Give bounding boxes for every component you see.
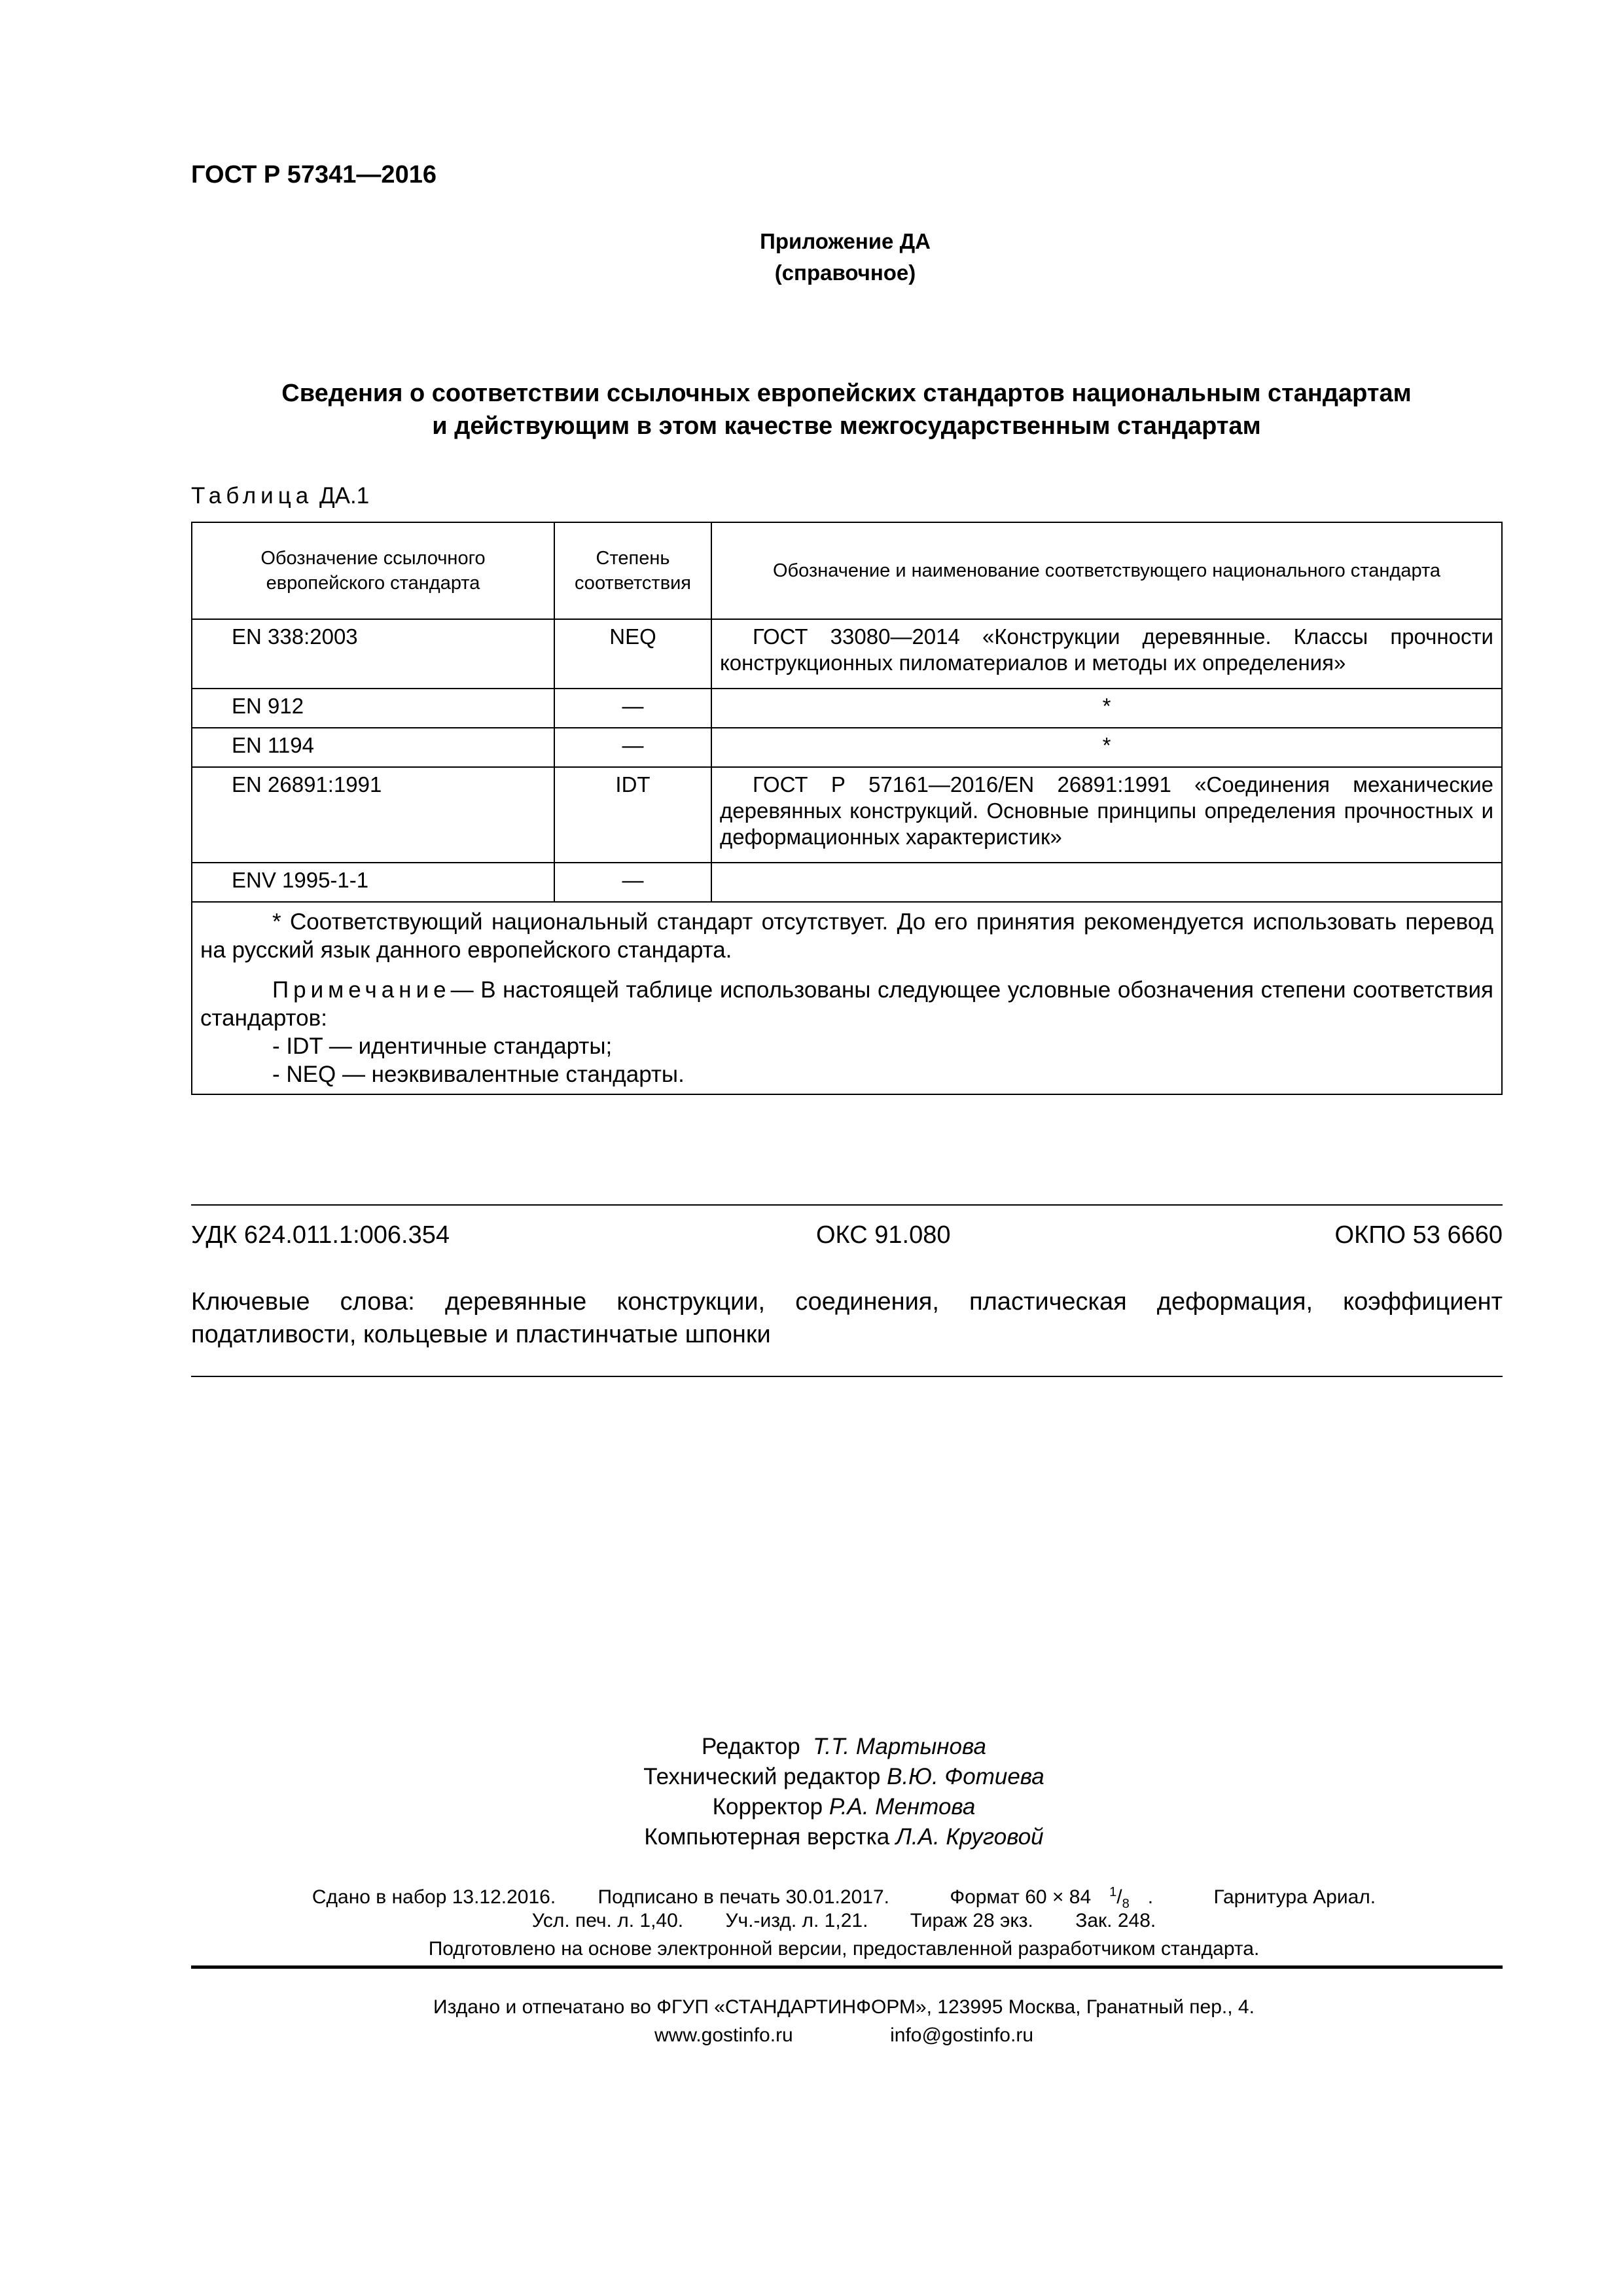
- imprint-print-sheets: Усл. печ. л. 1,40.: [531, 1910, 684, 1931]
- note-text: — В настоящей таблице использованы следующее условные обозначения степени соответствия стандартов:: [200, 977, 1493, 1031]
- imprint-prepared: Подготовлено на основе электронной версии, предоставленной разработчиком стандарта.: [428, 1938, 1260, 1960]
- format-sup: 1: [1109, 1885, 1117, 1899]
- cell-ref: ENV 1995-1-1: [192, 863, 554, 902]
- thick-divider: [191, 1965, 1503, 1969]
- imprint-publisher: Издано и отпечатано во ФГУП «СТАНДАРТИНФОРМ», 123995 Москва, Гранатный пер., 4.: [433, 1996, 1255, 2018]
- note-item: - IDT — идентичные стандарты;: [272, 1033, 613, 1059]
- keywords: Ключевые слова: деревянные конструкции, соединения, пластическая деформация, коэффициент податливости, кольцевые и пластинчатые шпонки: [191, 1288, 1503, 1348]
- cell-national: *: [711, 728, 1502, 767]
- header-ref-standard: Обозначение ссылочного европейского стандарта: [192, 522, 554, 619]
- annex-title: Приложение ДА: [760, 229, 931, 253]
- document-code: ГОСТ Р 57341—2016: [191, 161, 437, 188]
- annex-heading: [191, 377, 1502, 442]
- table-notes: [192, 902, 1502, 1094]
- imprint-submitted: Сдано в набор 13.12.2016.: [312, 1886, 556, 1908]
- table-footnote: * Соответствующий национальный стандарт отсутствует. До его принятия рекомендуется использовать перевод на русский язык данного европейского стандарта.: [200, 909, 1493, 963]
- table-notes-row: [192, 902, 1502, 1094]
- credit-person: Л.А. Круговой: [895, 1824, 1044, 1850]
- table-row: [192, 767, 1502, 863]
- cell-ref: EN 912: [192, 689, 554, 728]
- cell-degree: —: [554, 689, 711, 728]
- credit-role: Корректор: [712, 1794, 823, 1820]
- cell-degree: —: [554, 728, 711, 767]
- imprint-signed: Подписано в печать 30.01.2017.: [597, 1886, 889, 1908]
- credit-role: Компьютерная верстка: [644, 1824, 890, 1850]
- cell-ref: EN 338:2003: [192, 619, 554, 689]
- cell-ref: EN 1194: [192, 728, 554, 767]
- divider: [191, 1204, 1503, 1206]
- email-link[interactable]: info@gostinfo.ru: [890, 2024, 1033, 2046]
- cell-national: *: [711, 689, 1502, 728]
- correspondence-table: [191, 522, 1503, 1095]
- credits: [0, 1732, 1623, 1852]
- table-note: [200, 976, 1493, 1032]
- imprint-line-2: [0, 1907, 1623, 1935]
- imprint-contacts: [0, 2021, 1623, 2049]
- oks-code: ОКС 91.080: [816, 1221, 951, 1249]
- note-label: Примечание: [272, 977, 451, 1003]
- cell-national: [711, 767, 1502, 863]
- cell-degree: NEQ: [554, 619, 711, 689]
- udk-code: УДК 624.011.1:006.354: [191, 1221, 450, 1249]
- table-row: [192, 728, 1502, 767]
- table-row: [192, 863, 1502, 902]
- cell-national-text: ГОСТ Р 57161—2016/EN 26891:1991 «Соединения механические деревянных конструкций. Основные принципы определения прочностных и деформационных характеристик»: [720, 772, 1493, 849]
- table-row: [192, 619, 1502, 689]
- credit-person: В.Ю. Фотиева: [887, 1764, 1044, 1789]
- table-label-word: Таблица: [191, 483, 313, 509]
- cell-degree: —: [554, 863, 711, 902]
- cell-degree: IDT: [554, 767, 711, 863]
- divider: [191, 1376, 1503, 1377]
- credit-person: Т.Т. Мартынова: [813, 1734, 986, 1759]
- credit-role: Технический редактор: [643, 1764, 881, 1789]
- imprint-circulation: Тираж 28 экз.: [910, 1910, 1033, 1931]
- website-link[interactable]: www.gostinfo.ru: [654, 2024, 793, 2046]
- header-degree: Степень соответствия: [554, 522, 711, 619]
- cell-national-text: ГОСТ 33080—2014 «Конструкции деревянные. Классы прочности конструкционных пиломатериалов и методы их определения»: [720, 624, 1493, 675]
- cell-ref: EN 26891:1991: [192, 767, 554, 863]
- table-label-number: ДА.1: [319, 483, 370, 509]
- annex-heading-line2: и действующим в этом качестве межгосударственным стандартам: [432, 412, 1261, 440]
- cell-national: [711, 619, 1502, 689]
- table-label: [191, 483, 369, 509]
- annex-heading-line1: Сведения о соответствии ссылочных европейских стандартов национальным стандартам: [281, 380, 1412, 407]
- table-row: [192, 689, 1502, 728]
- cell-national: [711, 863, 1502, 902]
- format-text: Формат 60 × 84: [950, 1886, 1092, 1908]
- imprint-order: Зак. 248.: [1075, 1910, 1156, 1931]
- credit-editor: [0, 1732, 1623, 1762]
- credit-corrector: [0, 1792, 1623, 1822]
- okpo-code: ОКПО 53 6660: [1334, 1221, 1503, 1249]
- annex-kind: (справочное): [774, 260, 916, 285]
- note-item: - NEQ — неэквивалентные стандарты.: [272, 1062, 685, 1087]
- imprint-pub-sheets: Уч.-изд. л. 1,21.: [725, 1910, 868, 1931]
- format-end: .: [1147, 1886, 1154, 1908]
- credit-layout: [0, 1822, 1623, 1852]
- format-sub: 8: [1122, 1897, 1130, 1911]
- credit-tech-editor: [0, 1762, 1623, 1792]
- credit-role: Редактор: [702, 1734, 800, 1759]
- header-national: Обозначение и наименование соответствующего национального стандарта: [711, 522, 1502, 619]
- imprint-typeface: Гарнитура Ариал.: [1213, 1886, 1376, 1908]
- table-header-row: [192, 522, 1502, 619]
- credit-person: Р.А. Ментова: [829, 1794, 976, 1820]
- imprint-format: Формат 60 × 84 $^1/_8$ .: [931, 1878, 1171, 1918]
